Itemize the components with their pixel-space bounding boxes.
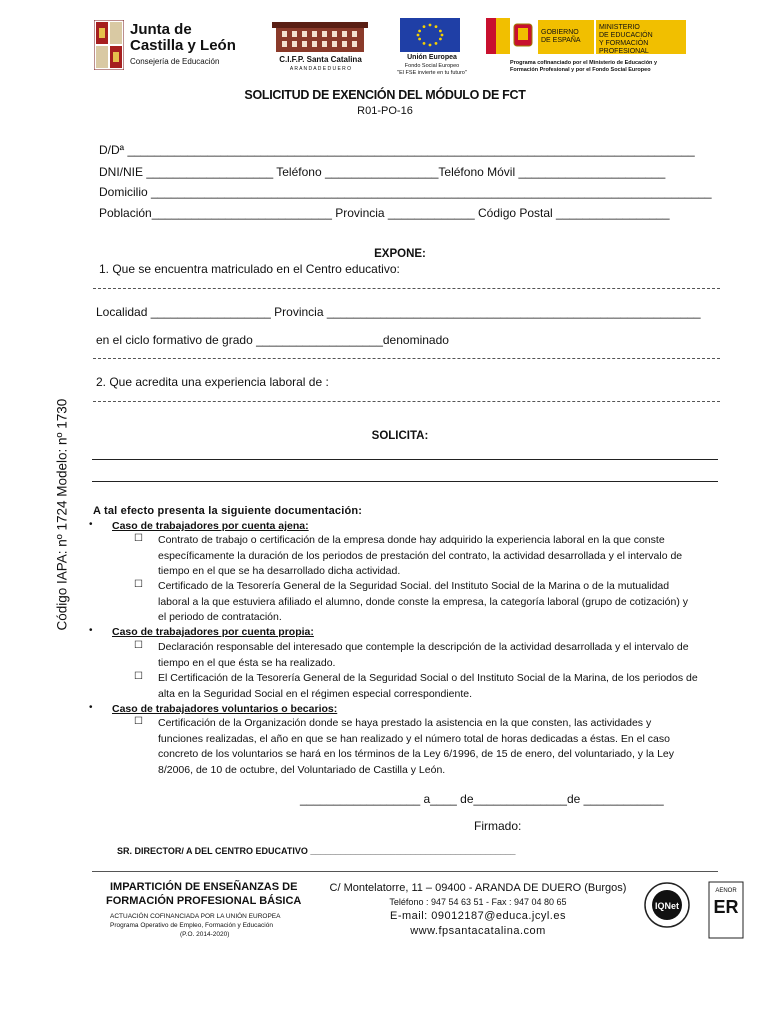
form-title: SOLICITUD DE EXENCIÓN DEL MÓDULO DE FCT xyxy=(244,88,526,102)
junta-sub: Consejería de Educación xyxy=(130,57,220,66)
ministry-line3: Y FORMACIÓN PROFESIONAL xyxy=(599,40,649,55)
ministry-line2: DE EDUCACIÓN xyxy=(599,32,653,39)
case2-item1: Declaración responsable del interesado que contemple la descripción de la actividad desarrollada y el intervalo de tiempo en el que ésta se ha realizado. xyxy=(158,641,689,669)
eu-fund: Fondo Social Europeo xyxy=(404,63,460,69)
expone-line3[interactable] xyxy=(93,401,720,402)
field-poblacion[interactable]: Población___________________________ Provincia _____________ Código Postal _________________ xyxy=(99,206,670,220)
expone-line2[interactable] xyxy=(93,358,720,359)
field-dni-phone[interactable]: DNI/NIE ___________________ Teléfono _________________Teléfono Móvil ______________________ xyxy=(99,165,666,179)
case3-item1: Certificación de la Organización donde se haya prestado la asistencia en la que consten, las actividades y funciones realizadas, el año en que se han realizado y el número total de horas dedicadas a éstas. En el caso concreto de los voluntarios se hará en los términos de la Ley 6/1996, de 15 de enero, del voluntariado, y la Ley 8/2006, de 10 de octubre, del Voluntariado de Castilla y León. xyxy=(158,717,674,776)
footer-address: C/ Montelatorre, 11 – 09400 - ARANDA DE DUERO (Burgos) xyxy=(329,882,627,894)
checkbox-case2-item1[interactable]: ☐ xyxy=(134,640,143,651)
case1-item1: Contrato de trabajo o certificación de la empresa donde hay adquirido la experiencia laboral en la que conste específicamente la duración de los periodos de prestación del contrato, la actividad desarrollada y el intervalo de tiempo en el que se ha desarrollado dicha actividad. xyxy=(158,534,683,577)
checkbox-case3-item1[interactable]: ☐ xyxy=(134,716,143,727)
expone-item2: 2. Que acredita una experiencia laboral de : xyxy=(96,375,329,389)
form-code: R01-PO-16 xyxy=(357,105,413,117)
signature-date-line[interactable]: __________________ a____ de______________de ____________ xyxy=(300,792,664,806)
castle-icon xyxy=(94,20,124,70)
cifp-logo xyxy=(268,20,378,76)
footer-left-sub1: ACTUACIÓN COFINANCIADA POR LA UNIÓN EUROPEA xyxy=(110,913,281,920)
aenor-er-text: ER xyxy=(713,897,739,917)
footer-email[interactable]: E-mail: 09012187@educa.jcyl.es xyxy=(390,910,566,922)
bullet-icon: • xyxy=(89,519,93,530)
aenor-certification-icon xyxy=(708,881,744,941)
bullet-icon: • xyxy=(89,702,93,713)
solicita-line2[interactable] xyxy=(92,481,718,482)
footer-left-sub2: Programa Operativo de Empleo, Formación y Educación xyxy=(110,922,273,929)
building-icon xyxy=(272,20,368,52)
aenor-sub-text: AENOR xyxy=(715,888,737,894)
field-ciclo[interactable]: en el ciclo formativo de grado ___________________denominado xyxy=(96,333,449,347)
gov-label1: GOBIERNO xyxy=(541,29,579,36)
case3-title: Caso de trabajadores voluntarios o becarios: xyxy=(112,703,338,715)
bullet-icon: • xyxy=(89,625,93,636)
footer-divider xyxy=(92,871,718,872)
case1-item2: Certificado de la Tesorería General de la Seguridad Social. del Instituto Social de la Marina o de la mutualidad laboral a la que estuviera afiliado el alumno, donde conste la empresa, la categoría laboral (grupo de cotización) y el periodo de contratación. xyxy=(158,580,688,623)
expone-item1: 1. Que se encuentra matriculado en el Centro educativo: xyxy=(99,262,400,276)
checkbox-case1-item1[interactable]: ☐ xyxy=(134,533,143,544)
eu-motto: "El FSE invierte en tu futuro" xyxy=(397,70,467,76)
footer-left-sub3: (P.O. 2014-2020) xyxy=(180,931,230,938)
eu-label: Unión Europea xyxy=(407,54,457,61)
footer-left-title2: FORMACIÓN PROFESIONAL BÁSICA xyxy=(106,895,302,907)
iqnet-text: IQNet xyxy=(654,901,680,911)
solicita-line1[interactable] xyxy=(92,459,718,460)
footer-web[interactable]: www.fpsantacatalina.com xyxy=(410,925,546,937)
checkbox-case1-item2[interactable]: ☐ xyxy=(134,579,143,590)
gov-box xyxy=(538,20,594,54)
junta-logo xyxy=(94,18,244,78)
checkbox-case2-item2[interactable]: ☐ xyxy=(134,671,143,682)
cifp-name: C.I.F.P. Santa Catalina xyxy=(279,55,362,64)
program-text: Programa cofinanciado por el Ministerio de Educación y Formación Profesional y por el Fondo Social Europeo xyxy=(510,60,658,73)
field-localidad[interactable]: Localidad __________________ Provincia ________________________________________________________ xyxy=(96,305,701,319)
eu-logo xyxy=(386,18,478,76)
spain-coat-icon xyxy=(486,18,536,54)
expone-heading: EXPONE: xyxy=(374,248,426,260)
case2-item2: El Certificación de la Tesorería General de la Seguridad Social o del Instituto Social de la Marina, de los periodos de alta en la Seguridad Social en el régimen especial correspondiente. xyxy=(158,672,698,700)
field-domicilio[interactable]: Domicilio ____________________________________________________________________________________ xyxy=(99,185,712,199)
iqnet-certification-icon xyxy=(643,881,691,929)
cifp-sub: A R A N D A D E D U E R O xyxy=(289,66,352,72)
junta-line2: Castilla y León xyxy=(130,37,236,54)
junta-line1: Junta de xyxy=(130,21,192,38)
eu-flag-icon xyxy=(400,18,460,52)
docs-intro: A tal efecto presenta la siguiente documentación: xyxy=(93,505,363,517)
director-line[interactable]: SR. DIRECTOR/ A DEL CENTRO EDUCATIVO _________________________________________ xyxy=(117,846,516,856)
field-dd[interactable]: D/Dª _____________________________________________________________________________________ xyxy=(99,143,695,157)
footer-left-title1: IMPARTICIÓN DE ENSEÑANZAS DE xyxy=(110,881,298,893)
ministry-logo xyxy=(486,18,686,78)
expone-line1[interactable] xyxy=(93,288,720,289)
case1-title: Caso de trabajadores por cuenta ajena: xyxy=(112,520,309,532)
solicita-heading: SOLICITA: xyxy=(371,430,429,442)
side-code-label: Código IAPA: nº 1724 Modelo: nº 1730 xyxy=(54,398,70,631)
gov-label2: DE ESPAÑA xyxy=(541,37,581,44)
signed-label: Firmado: xyxy=(474,819,522,833)
ministry-box xyxy=(596,20,686,54)
ministry-line1: MINISTERIO xyxy=(599,24,640,31)
footer-phone: Teléfono : 947 54 63 51 - Fax : 947 04 80 65 xyxy=(389,897,567,907)
case2-title: Caso de trabajadores por cuenta propia: xyxy=(112,626,314,638)
